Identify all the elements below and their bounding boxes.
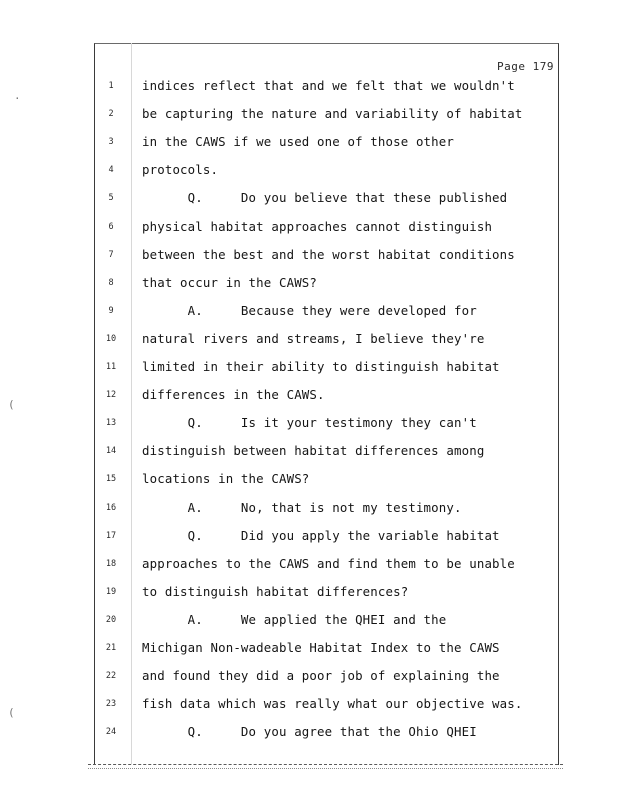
- line-text: to distinguish habitat differences?: [142, 583, 409, 599]
- transcript-line: [0, 612, 618, 632]
- line-text: Q. Do you believe that these published: [142, 190, 508, 206]
- bottom-border: [88, 764, 563, 765]
- line-text: distinguish between habitat differences among: [142, 443, 485, 459]
- transcript-line: [0, 331, 618, 351]
- line-number: 10: [105, 333, 117, 344]
- margin-mark-middle: (: [8, 398, 15, 411]
- transcript-line: [0, 387, 618, 407]
- line-text: A. No, that is not my testimony.: [142, 499, 462, 515]
- transcript-line: [0, 556, 618, 576]
- line-text: indices reflect that and we felt that we wouldn't: [142, 78, 515, 93]
- line-text: locations in the CAWS?: [142, 471, 310, 487]
- transcript-line: [0, 134, 618, 154]
- line-number: 13: [105, 418, 117, 429]
- line-number: 8: [108, 277, 114, 288]
- transcript-line: [0, 500, 618, 520]
- line-text: A. Because they were developed for: [142, 302, 477, 318]
- line-text: fish data which was really what our objective was.: [142, 696, 523, 712]
- transcript-line: [0, 359, 618, 379]
- line-text: differences in the CAWS.: [142, 387, 325, 403]
- line-number: 1: [108, 81, 114, 91]
- transcript-line: [0, 724, 618, 744]
- line-text: Q. Do you agree that the Ohio QHEI: [142, 724, 477, 740]
- line-text: Michigan Non-wadeable Habitat Index to the CAWS: [142, 640, 500, 655]
- transcript-line: [0, 106, 618, 126]
- line-number: 11: [105, 362, 117, 372]
- transcript-line: [0, 584, 618, 604]
- line-number: 22: [105, 671, 117, 682]
- transcript-line: [0, 162, 618, 182]
- transcript-line: [0, 78, 618, 98]
- transcript-line: [0, 443, 618, 463]
- line-number: 12: [105, 390, 117, 401]
- line-text: be capturing the nature and variability of habitat: [142, 106, 523, 122]
- line-number: 24: [105, 727, 117, 738]
- transcript-line: [0, 640, 618, 660]
- line-number: 9: [108, 305, 114, 316]
- transcript-line: [0, 275, 618, 295]
- line-number: 6: [108, 221, 114, 232]
- line-number: 19: [105, 586, 117, 597]
- line-number: 20: [105, 614, 117, 625]
- line-text: between the best and the worst habitat conditions: [142, 246, 515, 262]
- line-number: 4: [108, 165, 114, 176]
- line-text: protocols.: [142, 162, 219, 178]
- transcript-line: [0, 471, 618, 491]
- bottom-border-dotted: [88, 768, 563, 769]
- transcript-line: [0, 190, 618, 210]
- line-text: Q. Is it your testimony they can't: [142, 415, 477, 431]
- line-number: 16: [105, 502, 117, 513]
- line-number: 7: [108, 249, 114, 260]
- transcript-line: [0, 415, 618, 435]
- line-text: approaches to the CAWS and find them to be unable: [142, 555, 515, 571]
- transcript-line: [0, 528, 618, 548]
- transcript-line: [0, 696, 618, 716]
- line-text: Q. Did you apply the variable habitat: [142, 527, 500, 543]
- line-number: 23: [105, 699, 117, 710]
- line-text: A. We applied the QHEI and the: [142, 611, 447, 627]
- line-number: 14: [105, 446, 117, 457]
- line-number: 3: [108, 137, 114, 148]
- line-text: in the CAWS if we used one of those other: [142, 134, 455, 150]
- line-number: 17: [105, 530, 117, 541]
- margin-mark-bottom: (: [8, 706, 15, 719]
- transcript-line: [0, 247, 618, 267]
- line-text: limited in their ability to distinguish habitat: [142, 359, 500, 374]
- line-number: 2: [108, 109, 114, 120]
- transcript-line: [0, 219, 618, 239]
- line-text: that occur in the CAWS?: [142, 274, 318, 290]
- margin-mark-top: ·: [14, 92, 21, 105]
- page-number: Page 179: [497, 60, 554, 73]
- transcript-line: [0, 668, 618, 688]
- line-number: 15: [105, 474, 117, 485]
- line-number: 5: [108, 193, 114, 204]
- line-text: physical habitat approaches cannot distinguish: [142, 218, 493, 234]
- line-number: 18: [105, 558, 117, 569]
- transcript-line: [0, 303, 618, 323]
- line-text: and found they did a poor job of explaining the: [142, 668, 500, 684]
- line-number: 21: [105, 643, 117, 653]
- line-text: natural rivers and streams, I believe they're: [142, 330, 485, 346]
